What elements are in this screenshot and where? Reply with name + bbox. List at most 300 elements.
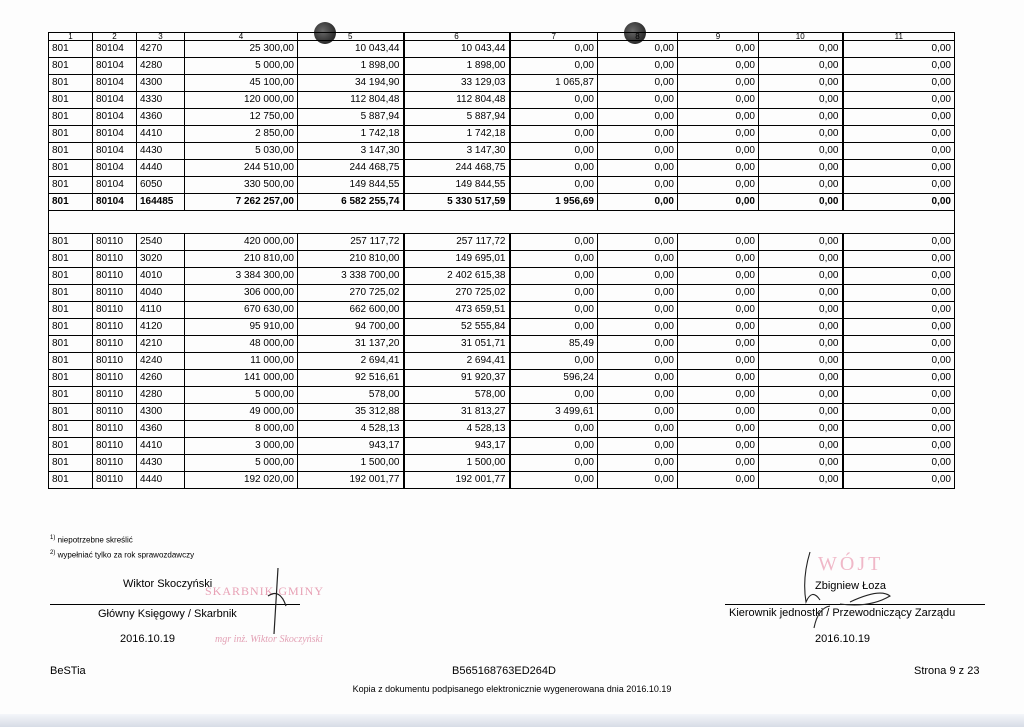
- table-cell: 0,00: [759, 234, 843, 251]
- table-cell: 3 384 300,00: [185, 268, 298, 285]
- table-cell: 0,00: [843, 404, 955, 421]
- table-row: [49, 41, 955, 58]
- table-cell: 10 043,44: [298, 41, 404, 58]
- table-cell: 80110: [93, 421, 137, 438]
- table-cell: 1 500,00: [404, 455, 510, 472]
- table-cell: 0,00: [759, 438, 843, 455]
- manager-date: 2016.10.19: [815, 633, 871, 645]
- table-cell: 80110: [93, 438, 137, 455]
- table-cell: 801: [49, 234, 93, 251]
- table-cell: 1 898,00: [298, 58, 404, 75]
- manager-name: Zbigniew Łoza: [815, 580, 886, 592]
- table-cell: 0,00: [510, 109, 598, 126]
- table-row: [49, 143, 955, 160]
- table-cell: 4410: [137, 438, 185, 455]
- table-cell: 80110: [93, 268, 137, 285]
- table-cell: 4010: [137, 268, 185, 285]
- table-cell: 1 742,18: [404, 126, 510, 143]
- table-cell: 8 000,00: [185, 421, 298, 438]
- table-cell: 0,00: [843, 268, 955, 285]
- table-cell: 5 887,94: [298, 109, 404, 126]
- table-cell: 4430: [137, 143, 185, 160]
- table-cell: 943,17: [298, 438, 404, 455]
- table-cell: 0,00: [759, 387, 843, 404]
- table-cell: 80110: [93, 353, 137, 370]
- table-cell: 164485: [137, 194, 185, 211]
- table-cell: 801: [49, 41, 93, 58]
- table-cell: 2: [93, 33, 137, 41]
- table-cell: 4440: [137, 160, 185, 177]
- table-cell: 192 020,00: [185, 472, 298, 489]
- table-cell: 0,00: [678, 160, 759, 177]
- table-cell: 0,00: [598, 251, 678, 268]
- table-cell: 80110: [93, 404, 137, 421]
- table-cell: 92 516,61: [298, 370, 404, 387]
- table-cell: 0,00: [759, 92, 843, 109]
- table-cell: 0,00: [843, 160, 955, 177]
- table-cell: 0,00: [510, 455, 598, 472]
- table-cell: 45 100,00: [185, 75, 298, 92]
- table-cell: 801: [49, 268, 93, 285]
- table-cell: 8: [598, 33, 678, 41]
- table-cell: 0,00: [843, 336, 955, 353]
- table-cell: 0,00: [678, 234, 759, 251]
- table-cell: 4270: [137, 41, 185, 58]
- table-cell: 0,00: [843, 92, 955, 109]
- table-cell: 0,00: [510, 438, 598, 455]
- budget-table: [48, 32, 955, 489]
- table-cell: 80104: [93, 92, 137, 109]
- table-cell: 4440: [137, 472, 185, 489]
- table-cell: 6: [404, 33, 510, 41]
- table-cell: 0,00: [678, 109, 759, 126]
- footer-copy-notice: Kopia z dokumentu podpisanego elektronicznie wygenerowana dnia 2016.10.19: [352, 684, 672, 694]
- table-cell: 0,00: [678, 177, 759, 194]
- table-cell: 4360: [137, 421, 185, 438]
- accountant-role: Główny Księgowy / Skarbnik: [98, 608, 237, 620]
- section-separator: [49, 211, 955, 234]
- table-cell: 0,00: [598, 109, 678, 126]
- table-cell: 801: [49, 109, 93, 126]
- table-cell: 0,00: [843, 387, 955, 404]
- table-cell: 0,00: [759, 160, 843, 177]
- table-cell: 801: [49, 126, 93, 143]
- table-cell: 0,00: [843, 109, 955, 126]
- column-number-row: [49, 33, 955, 41]
- table-cell: 0,00: [678, 302, 759, 319]
- table-cell: 0,00: [678, 58, 759, 75]
- table-cell: 801: [49, 455, 93, 472]
- table-row: [49, 302, 955, 319]
- table-cell: 0,00: [510, 58, 598, 75]
- table-cell: 0,00: [598, 177, 678, 194]
- accountant-date: 2016.10.19: [120, 633, 176, 645]
- table-cell: 3 338 700,00: [298, 268, 404, 285]
- table-cell: 0,00: [510, 160, 598, 177]
- table-cell: 0,00: [598, 353, 678, 370]
- table-cell: 0,00: [678, 194, 759, 211]
- table-row: [49, 472, 955, 489]
- table-cell: 0,00: [759, 336, 843, 353]
- table-cell: 801: [49, 319, 93, 336]
- table-cell: 420 000,00: [185, 234, 298, 251]
- table-cell: 4110: [137, 302, 185, 319]
- handwritten-signature: [790, 548, 910, 638]
- table-cell: 0,00: [598, 285, 678, 302]
- table-cell: 0,00: [759, 319, 843, 336]
- table-cell: 0,00: [678, 75, 759, 92]
- table-cell: 0,00: [598, 404, 678, 421]
- table-cell: 1 898,00: [404, 58, 510, 75]
- table-cell: 0,00: [678, 472, 759, 489]
- table-cell: 11: [843, 33, 955, 41]
- table-cell: 80110: [93, 472, 137, 489]
- table-cell: 80110: [93, 387, 137, 404]
- table-cell: 0,00: [598, 319, 678, 336]
- table-cell: 0,00: [510, 41, 598, 58]
- table-cell: 0,00: [598, 455, 678, 472]
- table-cell: 0,00: [759, 421, 843, 438]
- table-cell: 91 920,37: [404, 370, 510, 387]
- table-cell: 801: [49, 472, 93, 489]
- table-row: [49, 455, 955, 472]
- table-cell: 244 510,00: [185, 160, 298, 177]
- table-cell: 0,00: [678, 353, 759, 370]
- table-cell: 0,00: [759, 75, 843, 92]
- table-cell: 95 910,00: [185, 319, 298, 336]
- table-cell: 2 694,41: [404, 353, 510, 370]
- table-cell: 33 129,03: [404, 75, 510, 92]
- table-cell: 80104: [93, 160, 137, 177]
- table-cell: 3 147,30: [298, 143, 404, 160]
- table-cell: 2 694,41: [298, 353, 404, 370]
- table-cell: 670 630,00: [185, 302, 298, 319]
- table-cell: 0,00: [598, 234, 678, 251]
- table-cell: 11 000,00: [185, 353, 298, 370]
- table-cell: 0,00: [598, 387, 678, 404]
- table-cell: 801: [49, 404, 93, 421]
- table-row: [49, 251, 955, 268]
- table-cell: 10 043,44: [404, 41, 510, 58]
- table-cell: 80104: [93, 143, 137, 160]
- table-cell: 0,00: [678, 370, 759, 387]
- table-cell: 4360: [137, 109, 185, 126]
- table-cell: 80104: [93, 194, 137, 211]
- table-cell: 35 312,88: [298, 404, 404, 421]
- table-cell: 0,00: [843, 438, 955, 455]
- table-cell: 80104: [93, 126, 137, 143]
- table-cell: 0,00: [843, 421, 955, 438]
- table-cell: 1 065,87: [510, 75, 598, 92]
- table-row: [49, 404, 955, 421]
- table-row: [49, 126, 955, 143]
- table-cell: 0,00: [678, 251, 759, 268]
- table-cell: 192 001,77: [298, 472, 404, 489]
- subtotal-row: [49, 194, 955, 211]
- table-cell: 5 330 517,59: [404, 194, 510, 211]
- table-cell: 7 262 257,00: [185, 194, 298, 211]
- table-cell: 0,00: [843, 177, 955, 194]
- table-cell: 94 700,00: [298, 319, 404, 336]
- table-cell: 0,00: [843, 472, 955, 489]
- table-cell: 0,00: [843, 455, 955, 472]
- table-cell: 0,00: [598, 41, 678, 58]
- table-cell: 80110: [93, 370, 137, 387]
- table-cell: 0,00: [759, 194, 843, 211]
- table-cell: 0,00: [678, 126, 759, 143]
- table-cell: 149 844,55: [404, 177, 510, 194]
- table-cell: 0,00: [598, 438, 678, 455]
- footnotes: [50, 532, 194, 561]
- table-row: [49, 268, 955, 285]
- table-row: [49, 177, 955, 194]
- table-cell: 0,00: [598, 336, 678, 353]
- table-cell: 0,00: [510, 92, 598, 109]
- table-cell: 0,00: [598, 370, 678, 387]
- table-cell: 3 147,30: [404, 143, 510, 160]
- table-cell: 80110: [93, 234, 137, 251]
- table-cell: 210 810,00: [185, 251, 298, 268]
- table-cell: 80104: [93, 177, 137, 194]
- table-cell: 270 725,02: [298, 285, 404, 302]
- table-cell: 80110: [93, 336, 137, 353]
- table-cell: 4: [185, 33, 298, 41]
- table-cell: 3: [137, 33, 185, 41]
- table-cell: 1 742,18: [298, 126, 404, 143]
- table-cell: 192 001,77: [404, 472, 510, 489]
- table-cell: 0,00: [678, 143, 759, 160]
- table-cell: 0,00: [843, 285, 955, 302]
- table-cell: 4300: [137, 75, 185, 92]
- table-cell: 0,00: [759, 58, 843, 75]
- table-cell: 80104: [93, 41, 137, 58]
- table-cell: 149 844,55: [298, 177, 404, 194]
- table-row: [49, 285, 955, 302]
- table-cell: 0,00: [759, 472, 843, 489]
- table-cell: 0,00: [843, 75, 955, 92]
- table-cell: 1: [49, 33, 93, 41]
- table-cell: 3 000,00: [185, 438, 298, 455]
- table-cell: 4300: [137, 404, 185, 421]
- table-cell: 0,00: [759, 455, 843, 472]
- table-cell: 5 887,94: [404, 109, 510, 126]
- table-cell: 801: [49, 160, 93, 177]
- table-cell: 0,00: [678, 404, 759, 421]
- table-cell: 5: [298, 33, 404, 41]
- table-row: [49, 387, 955, 404]
- table-cell: 244 468,75: [298, 160, 404, 177]
- skarbnik-name-stamp: mgr inż. Wiktor Skoczyński: [215, 634, 323, 645]
- table-cell: 80110: [93, 251, 137, 268]
- table-cell: 0,00: [678, 285, 759, 302]
- table-cell: 0,00: [759, 404, 843, 421]
- table-cell: 0,00: [598, 268, 678, 285]
- table-cell: 0,00: [843, 353, 955, 370]
- table-cell: 801: [49, 92, 93, 109]
- table-cell: 4210: [137, 336, 185, 353]
- table-row: [49, 319, 955, 336]
- table-cell: 0,00: [678, 336, 759, 353]
- table-cell: 0,00: [843, 194, 955, 211]
- table-cell: 0,00: [759, 285, 843, 302]
- table-cell: 4410: [137, 126, 185, 143]
- table-row: [49, 75, 955, 92]
- table-cell: 0,00: [843, 126, 955, 143]
- table-row: [49, 353, 955, 370]
- table-cell: 0,00: [598, 160, 678, 177]
- table-cell: 0,00: [759, 109, 843, 126]
- table-cell: 210 810,00: [298, 251, 404, 268]
- table-cell: 112 804,48: [298, 92, 404, 109]
- table-cell: 0,00: [759, 41, 843, 58]
- table-cell: 4260: [137, 370, 185, 387]
- skarbnik-stamp: SKARBNIK GMINY: [205, 584, 325, 598]
- table-cell: 31 137,20: [298, 336, 404, 353]
- table-cell: 0,00: [678, 319, 759, 336]
- table-cell: 4040: [137, 285, 185, 302]
- table-cell: 244 468,75: [404, 160, 510, 177]
- table-cell: 0,00: [598, 75, 678, 92]
- table-cell: 5 000,00: [185, 455, 298, 472]
- table-cell: 257 117,72: [404, 234, 510, 251]
- table-cell: 48 000,00: [185, 336, 298, 353]
- table-cell: 801: [49, 143, 93, 160]
- table-cell: 0,00: [678, 41, 759, 58]
- table-cell: 4330: [137, 92, 185, 109]
- table-cell: 801: [49, 438, 93, 455]
- table-cell: 0,00: [843, 58, 955, 75]
- table-cell: 1 500,00: [298, 455, 404, 472]
- table-cell: 4 528,13: [298, 421, 404, 438]
- table-cell: 0,00: [510, 353, 598, 370]
- table-cell: 0,00: [510, 285, 598, 302]
- table-cell: 80104: [93, 109, 137, 126]
- table-cell: 0,00: [510, 268, 598, 285]
- table-cell: 0,00: [759, 353, 843, 370]
- table-cell: 2 402 615,38: [404, 268, 510, 285]
- footnote-2: $^{2)}$ wypełniać tylko za rok sprawozdawczy: [50, 549, 195, 560]
- table-row: [49, 336, 955, 353]
- table-cell: 801: [49, 387, 93, 404]
- table-cell: 0,00: [678, 92, 759, 109]
- table-cell: 0,00: [843, 234, 955, 251]
- table-cell: 4120: [137, 319, 185, 336]
- footer-doc-code: B565168763ED264D: [452, 665, 556, 677]
- table-cell: 4430: [137, 455, 185, 472]
- table-cell: 3 499,61: [510, 404, 598, 421]
- table-cell: 473 659,51: [404, 302, 510, 319]
- table-cell: 10: [759, 33, 843, 41]
- table-cell: 12 750,00: [185, 109, 298, 126]
- table-row: [49, 109, 955, 126]
- table-cell: 80104: [93, 75, 137, 92]
- table-cell: 0,00: [510, 302, 598, 319]
- table-cell: 801: [49, 353, 93, 370]
- table-cell: 4 528,13: [404, 421, 510, 438]
- table-row: [49, 438, 955, 455]
- table-cell: 0,00: [678, 387, 759, 404]
- table-cell: 149 695,01: [404, 251, 510, 268]
- table-row: [49, 370, 955, 387]
- table-cell: 0,00: [598, 302, 678, 319]
- table-cell: 0,00: [510, 387, 598, 404]
- table-cell: 0,00: [598, 58, 678, 75]
- table-cell: 0,00: [598, 126, 678, 143]
- table-cell: 0,00: [678, 268, 759, 285]
- table-cell: 306 000,00: [185, 285, 298, 302]
- manager-role: Kierownik jednostki / Przewodniczący Zarządu: [729, 607, 956, 619]
- table-cell: 801: [49, 302, 93, 319]
- table-cell: 801: [49, 58, 93, 75]
- table-cell: 80110: [93, 302, 137, 319]
- table-cell: 1 956,69: [510, 194, 598, 211]
- table-cell: 7: [510, 33, 598, 41]
- table-cell: 85,49: [510, 336, 598, 353]
- table-cell: 0,00: [510, 143, 598, 160]
- table-cell: 0,00: [598, 92, 678, 109]
- table-cell: 0,00: [678, 438, 759, 455]
- table-cell: 52 555,84: [404, 319, 510, 336]
- scan-edge: [0, 714, 1024, 727]
- table-cell: 2 850,00: [185, 126, 298, 143]
- table-cell: 943,17: [404, 438, 510, 455]
- footer-app-name: BeSTia: [50, 665, 86, 677]
- table-cell: 4240: [137, 353, 185, 370]
- table-cell: 0,00: [510, 319, 598, 336]
- accountant-name: Wiktor Skoczyński: [123, 578, 213, 590]
- table-cell: 120 000,00: [185, 92, 298, 109]
- table-cell: 0,00: [843, 41, 955, 58]
- table-cell: 0,00: [510, 177, 598, 194]
- table-cell: 80104: [93, 58, 137, 75]
- table-cell: 0,00: [510, 251, 598, 268]
- table-cell: 596,24: [510, 370, 598, 387]
- table-cell: 5 000,00: [185, 58, 298, 75]
- table-row: [49, 234, 955, 251]
- table-cell: 0,00: [510, 421, 598, 438]
- table-cell: 112 804,48: [404, 92, 510, 109]
- table-cell: 0,00: [598, 143, 678, 160]
- table-cell: 578,00: [298, 387, 404, 404]
- table-cell: 662 600,00: [298, 302, 404, 319]
- table-cell: 0,00: [678, 455, 759, 472]
- table-cell: 0,00: [759, 251, 843, 268]
- table-cell: 80110: [93, 285, 137, 302]
- table-cell: 801: [49, 336, 93, 353]
- table-cell: 4280: [137, 387, 185, 404]
- table-cell: 0,00: [759, 143, 843, 160]
- table-cell: 34 194,90: [298, 75, 404, 92]
- table-cell: 6050: [137, 177, 185, 194]
- table-cell: 2540: [137, 234, 185, 251]
- table-cell: 5 030,00: [185, 143, 298, 160]
- table-cell: 0,00: [843, 370, 955, 387]
- table-row: [49, 58, 955, 75]
- wojt-stamp: WÓJT: [818, 553, 884, 575]
- table-cell: 25 300,00: [185, 41, 298, 58]
- footnote-1: $^{1)}$ niepotrzebne skreślić: [50, 535, 133, 545]
- table-cell: 330 500,00: [185, 177, 298, 194]
- table-row: [49, 160, 955, 177]
- footer-page-number: Strona 9 z 23: [914, 665, 980, 677]
- table-cell: 270 725,02: [404, 285, 510, 302]
- table-cell: 0,00: [598, 194, 678, 211]
- table-cell: 0,00: [843, 319, 955, 336]
- handwritten-signature: [260, 566, 290, 636]
- table-cell: 31 051,71: [404, 336, 510, 353]
- table-cell: 4280: [137, 58, 185, 75]
- table-cell: 141 000,00: [185, 370, 298, 387]
